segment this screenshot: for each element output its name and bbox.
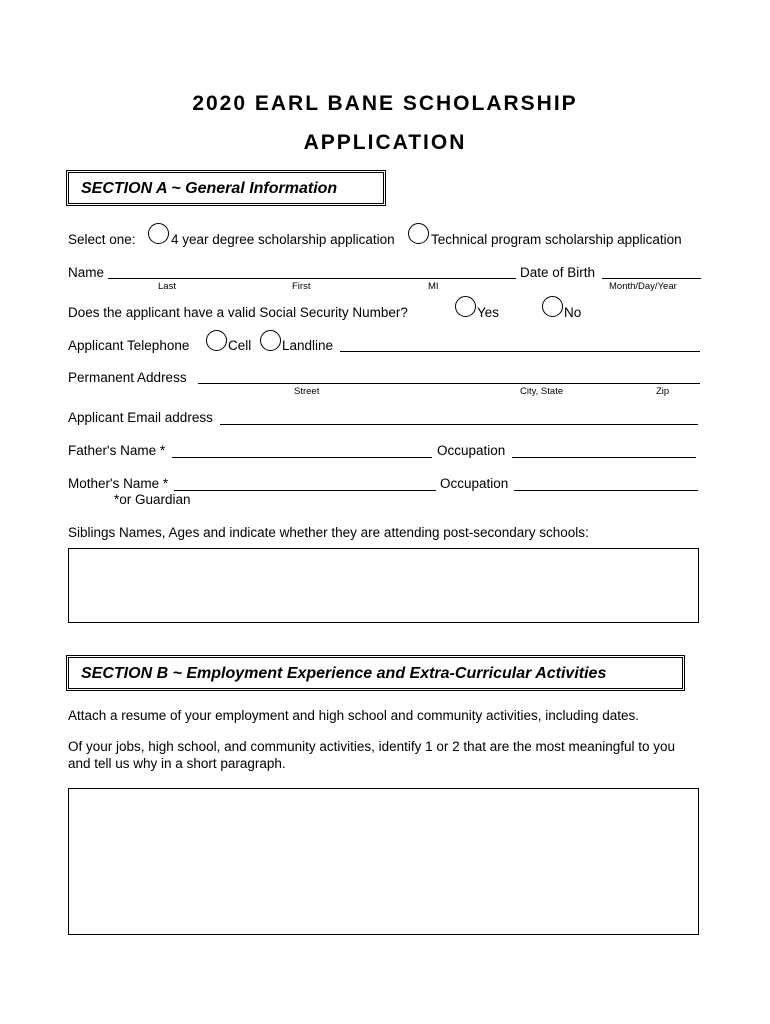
page-title-line-2: APPLICATION	[303, 131, 467, 154]
meaningful-prompt-line-1: Of your jobs, high school, and community activities, identify 1 or 2 that are the most meaningful to you	[68, 739, 676, 754]
section-b-title: SECTION B ~ Employment Experience and Extra-Curricular Activities	[81, 665, 607, 682]
dob-sub: Month/Day/Year	[609, 281, 677, 292]
father-name-field[interactable]	[172, 457, 432, 458]
email-label: Applicant Email address	[68, 410, 213, 425]
siblings-label: Siblings Names, Ages and indicate whether they are attending post-secondary schools:	[68, 525, 589, 540]
mother-occupation-field[interactable]	[514, 490, 698, 491]
meaningful-activities-textarea[interactable]	[68, 788, 699, 935]
address-sub-city: City, State	[520, 386, 564, 397]
mother-occupation-label: Occupation	[440, 476, 509, 491]
radio-ssn-no[interactable]	[542, 296, 563, 317]
father-occupation-field[interactable]	[512, 457, 696, 458]
telephone-label: Applicant Telephone	[68, 338, 190, 353]
address-field[interactable]	[198, 383, 700, 384]
radio-4-year-degree[interactable]	[148, 223, 169, 244]
radio-technical-program[interactable]	[408, 223, 429, 244]
page-title-line-1: 2020 EARL BANE SCHOLARSHIP	[192, 92, 578, 115]
resume-instruction: Attach a resume of your employment and high school and community activities, including dates.	[68, 708, 640, 723]
father-occupation-label: Occupation	[437, 443, 506, 458]
radio-ssn-yes[interactable]	[455, 296, 476, 317]
name-sub-last: Last	[158, 281, 176, 292]
option-technical-label: Technical program scholarship application	[431, 232, 682, 247]
address-sub-zip: Zip	[656, 386, 670, 397]
name-field[interactable]	[108, 278, 516, 279]
option-4-year-label: 4 year degree scholarship application	[171, 232, 395, 247]
ssn-question: Does the applicant have a valid Social Security Number?	[68, 305, 408, 320]
dob-label: Date of Birth	[520, 265, 596, 280]
section-b-header	[66, 655, 685, 691]
address-sub-street: Street	[294, 386, 320, 397]
radio-cell[interactable]	[206, 330, 227, 351]
name-label: Name	[68, 265, 105, 280]
meaningful-prompt-line-2: and tell us why in a short paragraph.	[68, 756, 286, 771]
father-label: Father's Name *	[68, 443, 166, 458]
name-sub-first: First	[292, 281, 311, 292]
address-label: Permanent Address	[68, 370, 187, 385]
name-sub-mi: MI	[428, 281, 439, 292]
ssn-yes-label: Yes	[477, 305, 500, 320]
section-a-header	[66, 170, 386, 206]
section-a-title: SECTION A ~ General Information	[81, 180, 338, 197]
ssn-no-label: No	[564, 305, 582, 320]
radio-landline[interactable]	[260, 330, 281, 351]
telephone-field[interactable]	[340, 351, 700, 352]
email-field[interactable]	[220, 424, 698, 425]
guardian-note: *or Guardian	[114, 492, 191, 507]
mother-label: Mother's Name *	[68, 476, 169, 491]
siblings-textarea[interactable]	[68, 548, 699, 623]
cell-label: Cell	[228, 338, 252, 353]
mother-name-field[interactable]	[174, 490, 436, 491]
select-one-label: Select one:	[68, 232, 136, 247]
landline-label: Landline	[282, 338, 334, 353]
dob-field[interactable]	[602, 278, 701, 279]
